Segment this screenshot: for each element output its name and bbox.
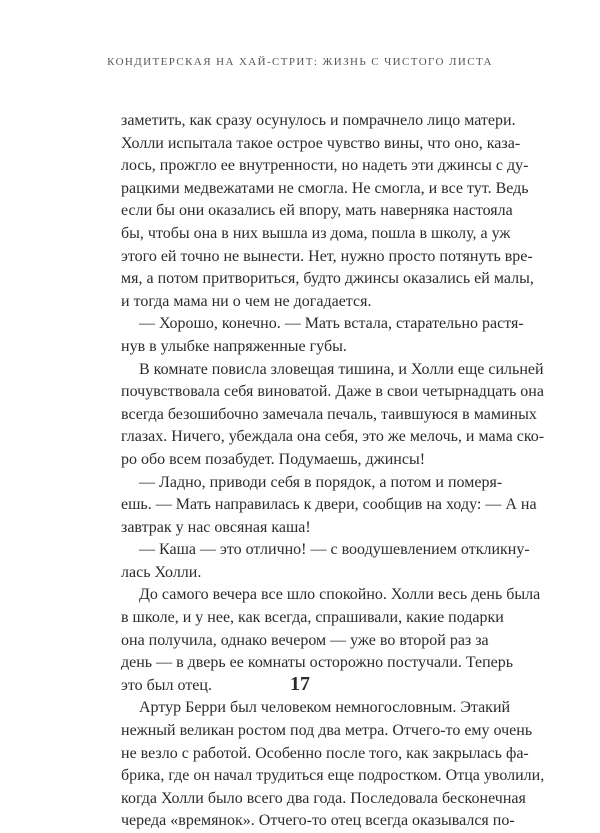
text-line: если бы они оказались ей впору, мать наверняка настояла: [121, 202, 513, 220]
text-line: заметить, как сразу осунулось и помрачнело лицо матери.: [121, 112, 516, 129]
text-line: ро обо всем позабудет. Подумаешь, джинсы!: [121, 450, 426, 468]
text-line: лось, прожгло ее внутренности, но надеть эти джинсы с ду-: [121, 157, 529, 175]
text-line: мя, а потом притвориться, будто джинсы оказались ей малы,: [121, 270, 534, 288]
text-line: рацкими медвежатами не смогла. Не смогла, и все тут. Ведь: [121, 179, 529, 197]
text-line: почувствовала себя виноватой. Даже в свои четырнадцать она: [121, 383, 544, 401]
text-line: В комнате повисла зловещая тишина, и Холли еще сильней: [139, 360, 544, 378]
body-text: [121, 110, 545, 833]
text-line: лась Холли.: [121, 563, 202, 581]
text-line: Артур Берри был человеком немногословным. Этакий: [139, 699, 511, 717]
text-line: она получила, однако вечером — уже во второй раз за: [121, 631, 489, 649]
text-line: Холли испытала такое острое чувство вины, что оно, каза-: [121, 134, 521, 152]
text-line: в школе, и у нее, как всегда, спрашивали, какие подарки: [121, 609, 504, 627]
text-line: нежный великан ростом под два метра. Отчего-то ему очень: [121, 722, 533, 740]
text-line: день — в дверь ее комнаты осторожно постучали. Теперь: [121, 654, 514, 672]
text-line: бы, чтобы она в них вышла из дома, пошла в школу, а уж: [121, 224, 511, 242]
page-number: 17: [290, 673, 310, 695]
text-line: всегда безошибочно замечала печаль, таившуюся в маминых: [121, 405, 537, 423]
text-line: этого ей точно не вынести. Нет, нужно просто потянуть вре-: [121, 247, 533, 265]
text-line: — Ладно, приводи себя в порядок, а потом и померя-: [139, 473, 503, 491]
text-line: нув в улыбке напряженные губы.: [121, 337, 347, 355]
text-line: брика, где он начал трудиться еще подростком. Отца уволили,: [121, 767, 545, 785]
text-line: череда «времянок». Отчего-то отец всегда оказывался по-: [121, 812, 515, 830]
text-line: — Хорошо, конечно. — Мать встала, старательно растя-: [139, 315, 524, 333]
text-line: и тогда мама ни о чем не догадается.: [121, 292, 372, 310]
text-line: — Каша — это отлично! — с воодушевлением откликну-: [139, 541, 530, 559]
text-line: это был отец.: [121, 676, 212, 694]
text-line: ешь. — Мать направилась к двери, сообщив на ходу: — А на: [121, 496, 537, 514]
text-line: До самого вечера все шло спокойно. Холли весь день была: [139, 586, 541, 604]
text-line: завтрак у нас овсяная каша!: [121, 518, 311, 536]
text-line: глазах. Ничего, убеждала она себя, это же мелочь, и мама ско-: [121, 428, 545, 446]
text-line: когда Холли было всего два года. Последовала бесконечная: [121, 789, 526, 807]
text-line: не везло с работой. Особенно после того, как закрылась фа-: [121, 744, 529, 762]
running-head: КОНДИТЕРСКАЯ НА ХАЙ-СТРИТ: ЖИЗНЬ С ЧИСТОГО ЛИСТА: [107, 56, 493, 68]
